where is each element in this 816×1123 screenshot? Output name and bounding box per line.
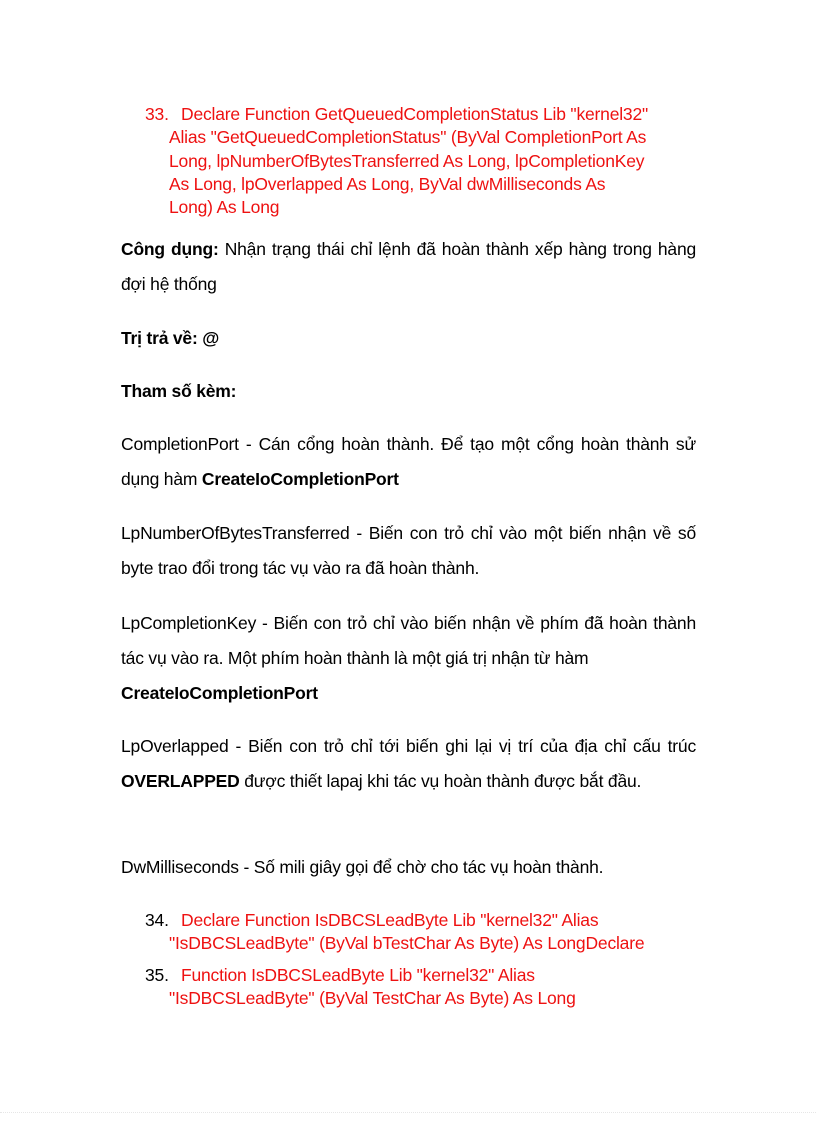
param-text: CompletionPort - Cán cổng hoàn thành. Để tạo một cổng hoàn thành sử dụng hàm — [121, 434, 696, 489]
param-text-before: LpOverlapped - Biến con trỏ chỉ tới biến ghi lại vị trí của địa chỉ cấu trúc — [121, 736, 696, 756]
struct-name: OVERLAPPED — [121, 771, 240, 791]
list-number: 34. — [145, 910, 169, 930]
declaration-34 — [145, 909, 705, 956]
list-number: 35. — [145, 965, 169, 985]
param-overlapped — [121, 729, 696, 799]
usage-paragraph — [121, 232, 696, 302]
usage-text: Nhận trạng thái chỉ lệnh đã hoàn thành xếp hàng trong hàng đợi hệ thống — [121, 239, 697, 294]
declaration-35 — [145, 964, 705, 1011]
list-number: 33. — [145, 104, 169, 124]
function-name: CreateIoCompletionPort — [201, 469, 399, 489]
declaration-line: Declare Function GetQueuedCompletionStatus Lib "kernel32" — [181, 104, 648, 124]
function-name: CreateIoCompletionPort — [121, 683, 318, 703]
param-bytes-transferred: LpNumberOfBytesTransferred - Biến con trỏ chỉ vào một biến nhận về số byte trao đổi trong tác vụ vào ra đã hoàn thành. — [121, 523, 696, 578]
page-bottom-divider — [0, 1112, 816, 1113]
declaration-line: Declare Function IsDBCSLeadByte Lib "kernel32" Alias — [181, 910, 599, 930]
declaration-continuation: "IsDBCSLeadByte" (ByVal TestChar As Byte) As Long — [169, 988, 576, 1009]
return-value-label: Trị trả về: @ — [121, 328, 220, 348]
params-heading: Tham số kèm: — [121, 381, 237, 401]
declaration-continuation: "IsDBCSLeadByte" (ByVal bTestChar As Byte) As LongDeclare — [169, 933, 645, 954]
usage-label: Công dụng: — [121, 239, 219, 259]
param-completion-port — [121, 427, 696, 497]
declaration-continuation: Alias "GetQueuedCompletionStatus" (ByVal CompletionPort As Long, lpNumberOfBytesTransferred As Long, lpCompletionKey As Long, lpOverlapped As Long, ByVal dwMilliseconds As Long) As Long — [169, 127, 647, 218]
param-text: LpCompletionKey - Biến con trỏ chỉ vào biến nhận về phím đã hoàn thành tác vụ vào ra. Một phím hoàn thành là một giá trị nhận từ hàm — [121, 613, 696, 668]
declaration-33 — [145, 103, 705, 219]
declaration-line: Function IsDBCSLeadByte Lib "kernel32" Alias — [181, 965, 535, 985]
param-completion-key — [121, 606, 696, 711]
param-text-after: được thiết lapaj khi tác vụ hoàn thành được bắt đầu. — [239, 771, 642, 791]
param-milliseconds: DwMilliseconds - Số mili giây gọi để chờ cho tác vụ hoàn thành. — [121, 857, 604, 877]
